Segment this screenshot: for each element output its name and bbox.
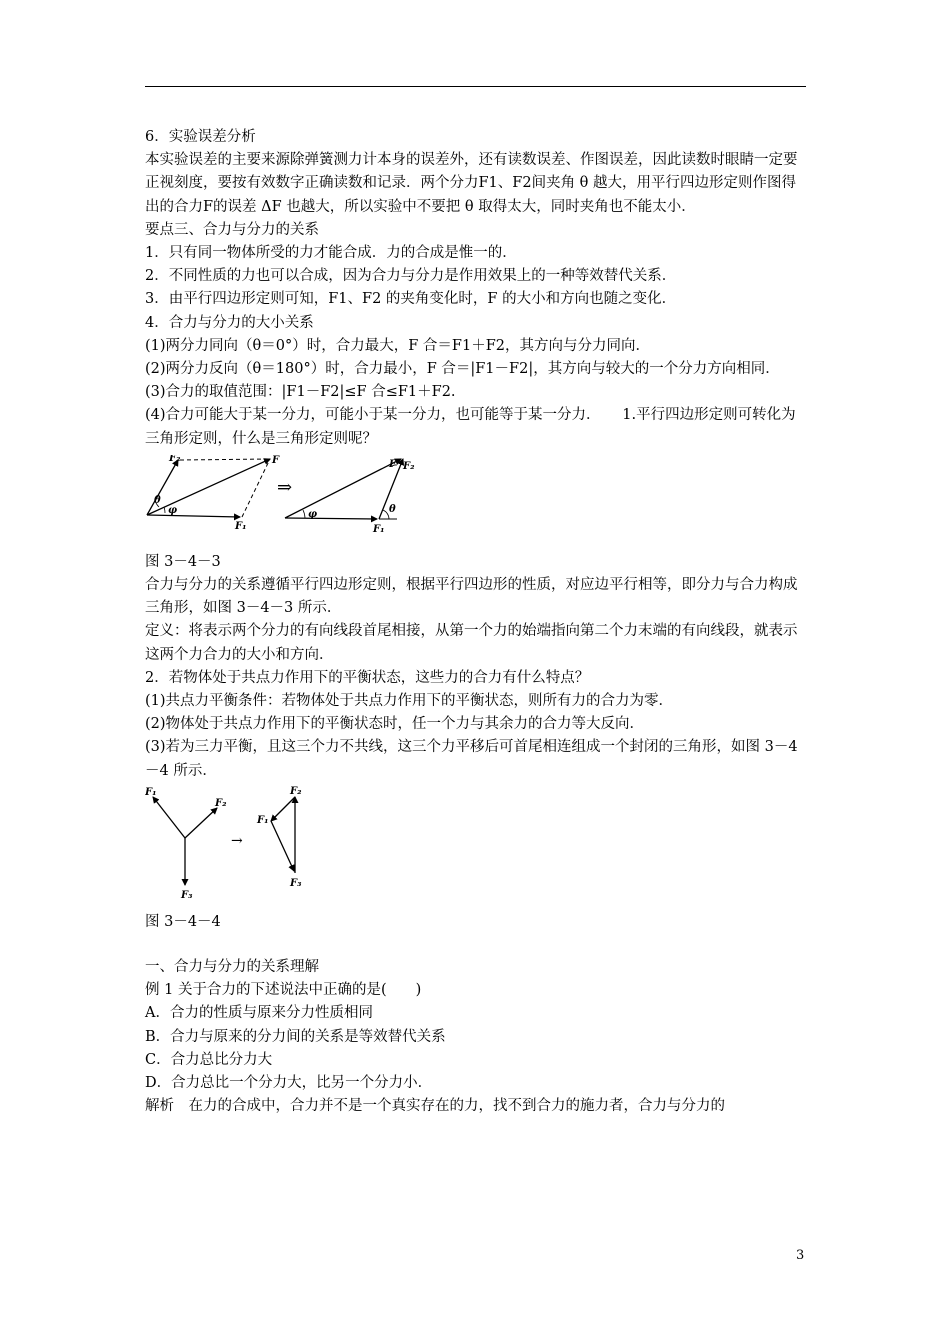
fig2-transform-arrow: → <box>231 832 243 849</box>
fig2-f2-label: F₂ <box>215 797 227 809</box>
figure-caption-3-4-3: 图 3－4－3 <box>145 553 221 570</box>
page-number: 3 <box>796 1248 805 1263</box>
equilibrium-1: (1)共点力平衡条件：若物体处于共点力作用下的平衡状态，则所有力的合力为零． <box>145 693 674 710</box>
page-content <box>145 126 810 1119</box>
fig2-f1-label: F₁ <box>145 786 157 798</box>
fig1-right-phi-label: φ <box>308 508 318 520</box>
fig1-right-theta-label: θ <box>389 503 396 515</box>
fig1-right-f1-label: F₁ <box>373 523 385 535</box>
question-2: 2．若物体处于共点力作用下的平衡状态，这些力的合力有什么特点？ <box>145 669 590 686</box>
option-c: C．合力总比分力大 <box>145 1051 273 1068</box>
fig1-phi-label: φ <box>168 504 178 516</box>
figure-caption-3-4-4: 图 3－4－4 <box>145 913 221 930</box>
fig1-f2-label: F₂ <box>169 454 181 464</box>
paragraph-triangle-rule: 合力与分力的关系遵循平行四边形定则，根据平行四边形的性质，对应边平行相等，即分力与合力构成三角形，如图 3－4－3 所示． <box>145 577 798 617</box>
paragraph-error-analysis: 本实验误差的主要来源除弹簧测力计本身的误差外，还有读数误差、作图误差，因此读数时眼睛一定要正视刻度，要按有效数字正确读数和记录．两个分力F1、F2间夹角 θ 越大，用平行四边形定则作图得出的合力F的误差 ΔF 也越大，所以实验中不要把 θ 取得太大，同时夹角也不能太小． <box>145 152 798 215</box>
analysis-text: 解析 在力的合成中，合力并不是一个真实存在的力，找不到合力的施力者，合力与分力的 <box>145 1098 725 1115</box>
point-3: 3．由平行四边形定则可知，F1、F2 的夹角变化时，F 的大小和方向也随之变化． <box>145 291 677 308</box>
point-4: 4．合力与分力的大小关系 <box>145 314 314 331</box>
paragraph-definition: 定义：将表示两个分力的有向线段首尾相接，从第一个力的始端指向第二个力末端的有向线段，就表示这两个力合力的大小和方向． <box>145 623 798 663</box>
option-a: A．合力的性质与原来分力性质相同 <box>145 1005 373 1022</box>
point-4-2: (2)两分力反向（θ＝180°）时，合力最小，F 合＝|F1－F2|，其方向与较大的一个分力方向相同． <box>145 361 780 378</box>
point-4-3: (3)合力的取值范围：|F1－F2|≤F 合≤F1＋F2. <box>145 384 456 401</box>
fig2-right-f1-label: F₁ <box>257 814 269 826</box>
fig1-right-f2-label: F₂ <box>403 460 415 472</box>
fig1-theta-label: θ <box>154 494 161 506</box>
header-rule <box>145 86 806 87</box>
point-4-1: (1)两分力同向（θ＝0°）时，合力最大，F 合＝F1＋F2，其方向与分力同向． <box>145 337 650 354</box>
fig1-right-f-label: F <box>389 458 397 470</box>
heading-key-point-3: 要点三、合力与分力的关系 <box>145 221 319 238</box>
example-1-question: 例 1 关于合力的下述说法中正确的是( ) <box>145 982 422 999</box>
fig1-f1-label: F₁ <box>235 520 247 532</box>
fig2-right-f3-label: F₃ <box>290 877 302 889</box>
point-1: 1．只有同一物体所受的力才能合成．力的合成是惟一的． <box>145 245 517 262</box>
figure-parallelogram-triangle <box>145 455 415 545</box>
figure-three-force-equilibrium <box>145 785 315 905</box>
fig1-f-label: F <box>272 454 280 466</box>
equilibrium-3: (3)若为三力平衡，且这三个力不共线，这三个力平移后可首尾相连组成一个封闭的三角形，如图 3－4－4 所示． <box>145 739 798 779</box>
fig2-right-f2-label: F₂ <box>290 785 302 797</box>
fig2-f3-label: F₃ <box>181 889 193 901</box>
point-4-4: (4)合力可能大于某一分力，可能小于某一分力，也可能等于某一分力． 1.平行四边形定则可转化为三角形定则，什么是三角形定则呢？ <box>145 407 796 447</box>
heading-error-analysis: 6．实验误差分析 <box>145 129 256 145</box>
fig1-implies-arrow: ⇒ <box>277 476 293 498</box>
section-heading-1: 一、合力与分力的关系理解 <box>145 959 319 976</box>
equilibrium-2: (2)物体处于共点力作用下的平衡状态时，任一个力与其余力的合力等大反向． <box>145 716 645 733</box>
option-b: B．合力与原来的分力间的关系是等效替代关系 <box>145 1028 446 1045</box>
option-d: D．合力总比一个分力大，比另一个分力小． <box>145 1075 433 1092</box>
point-2: 2．不同性质的力也可以合成，因为合力与分力是作用效果上的一种等效替代关系． <box>145 268 677 285</box>
